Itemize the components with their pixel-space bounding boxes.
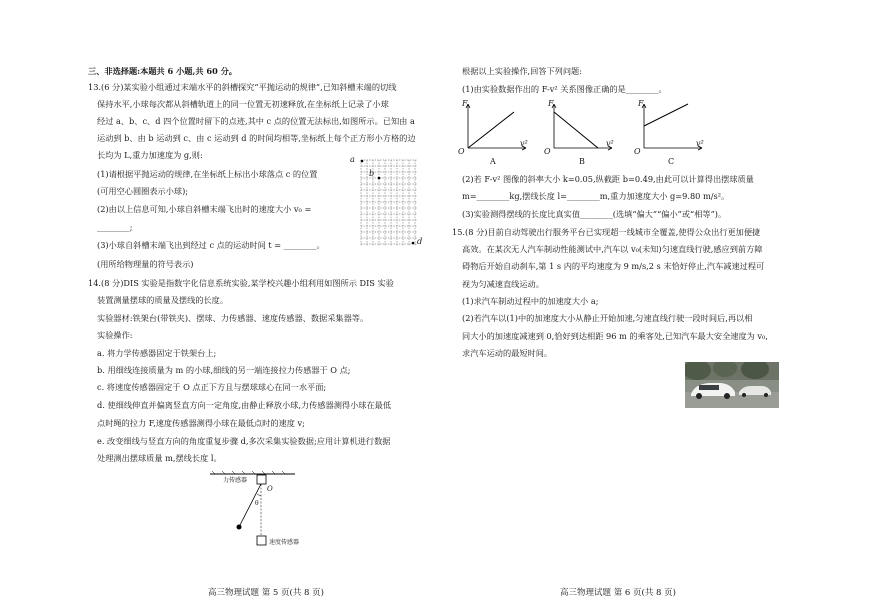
graph-a-axis-y: F (462, 99, 468, 108)
q13-sub2-a: (2)由以上信息可知,小球自斜槽末端飞出时的速度大小 v₀ = (97, 204, 312, 214)
q14-line-10: e. 改变细线与竖直方向的角度重复步骤 d,多次采集实验数据;应用计算机进行数据 (97, 436, 391, 446)
graph-c-axis-y: F (638, 99, 644, 108)
graph-c-label: C (668, 157, 675, 166)
q14-line-3: 实验器材:铁架台(带铁夹)、摆球、力传感器、速度传感器、数据采集器等。 (97, 313, 369, 323)
q14-line-8: d. 使细线伸直并偏离竖直方向一定角度,由静止释放小球,力传感器测得小球在最低 (97, 400, 392, 410)
graph-b-label: B (579, 157, 585, 166)
q15-line-8: 求汽车运动的最短时间。 (462, 348, 553, 358)
q14-sub1: (1)由实验数据作出的 F-v² 关系图像正确的是________。 (462, 84, 667, 94)
q14-line-6: b. 用细线连接质量为 m 的小球,细线的另一端连接拉力传感器于 O 点; (97, 365, 351, 375)
fv2-graphs (458, 98, 762, 170)
q14-line-9: 点时绳的拉力 F,速度传感器测得小球在最低点时的速度 v; (97, 418, 305, 428)
pendulum-diagram (205, 470, 315, 550)
q13-line-3: 经过 a、b、c、d 四个位置时留下的点迹,其中 c 点的位置无法标出,如图所示。已知由 a (97, 116, 415, 126)
q14-line-4: 实验操作: (97, 330, 133, 340)
q13-note: (用所给物理量的符号表示) (97, 259, 194, 269)
graph-a-axis-x: v² (520, 139, 528, 148)
q13-sub3: (3)小球自斜槽末端飞出到经过 c 点的运动时间 t = ________。 (97, 240, 325, 250)
intro-line: 根据以上实验操作,回答下列问题: (462, 66, 582, 76)
section-title: 三、非选择题:本题共 6 小题,共 60 分。 (88, 66, 237, 76)
graph-b-axis-x: v² (606, 139, 614, 148)
q13-line-4: 运动到 b、由 b 运动到 c、由 c 运动到 d 的时间均相等,坐标纸上每个正方形小方格的边 (97, 133, 416, 143)
graph-c-origin: O (634, 147, 641, 156)
force-sensor-label: 力传感器 (223, 477, 248, 484)
q13-line-1: 13.(6 分)某实验小组通过末端水平的斜槽探究“平抛运动的规律”,已知斜槽末端的切线 (88, 82, 397, 92)
q15-line-6: (2)若汽车以(1)中的加速度大小从静止开始加速,匀速直线行驶一段时间后,再以相 (462, 313, 753, 323)
point-b-label: b (369, 168, 375, 178)
q15-line-3: 碍物后开始自动刹车,第 1 s 内的平均速度为 9 m/s,2 s 末恰好停止,汽车减速过程可 (462, 261, 765, 271)
q15-line-4: 视为匀减速直线运动。 (462, 279, 544, 289)
q14-sub3: (3)实验测得摆线的长度比真实值________(选填“偏大”“偏小”或“相等”)。 (462, 209, 727, 219)
autonomous-car-photo (685, 362, 779, 408)
q15-line-7: 同大小的加速度减速到 0,恰好到达相距 96 m 的乘客处,已知汽车最大安全速度为 v₀, (462, 331, 768, 341)
q13-sub1-a: (1)请根据平抛运动的规律,在坐标纸上标出小球落点 c 的位置 (97, 169, 318, 179)
page6-footer: 高三物理试题 第 6 页(共 8 页) (560, 588, 676, 598)
q14-line-2: 装置测量摆球的质量及摆线的长度。 (97, 295, 229, 305)
q13-line-5: 长均为 L,重力加速度为 g,则: (97, 150, 203, 160)
speed-sensor-label: 速度传感器 (269, 539, 300, 546)
trajectory-grid-figure (350, 154, 423, 248)
point-a-label: a (350, 154, 355, 164)
q14-line-5: a. 将力学传感器固定于铁架台上; (97, 348, 217, 358)
q14-line-11: 处理测出摆球质量 m,摆线长度 l。 (97, 453, 222, 463)
q14-line-7: c. 将速度传感器固定于 O 点正下方且与摆球球心在同一水平面; (97, 382, 327, 392)
q15-line-1: 15.(8 分)目前自动驾驶出行服务平台已实现超一线城市全覆盖,使得公众出行更加便捷 (452, 227, 761, 237)
q14-line-1: 14.(8 分)DIS 实验是指数字化信息系统实验,某学校兴趣小组利用如图所示 DIS 实验 (88, 278, 394, 288)
q15-line-2: 高效。在某次无人汽车制动性能测试中,汽车以 v₀(未知)匀速直线行驶,感应到前方障 (462, 244, 763, 254)
q13-line-2: 保持水平,小球每次都从斜槽轨道上的同一位置无初速释放,在坐标纸上记录了小球 (97, 99, 389, 109)
q14-sub2-a: (2)若 F-v² 图像的斜率大小 k=0.05,纵截距 b=0.49,由此可以计算得出摆球质量 (462, 174, 754, 184)
page5-footer: 高三物理试题 第 5 页(共 8 页) (208, 588, 324, 598)
graph-b-axis-y: F (548, 99, 554, 108)
graph-a-origin: O (458, 147, 465, 156)
point-O-label: O (267, 485, 273, 493)
graph-b-origin: O (544, 147, 551, 156)
point-d-label: d (417, 236, 423, 246)
graph-a-label: A (490, 157, 496, 166)
q15-line-5: (1)求汽车制动过程中的加速度大小 a; (462, 296, 599, 306)
q13-sub2-b: ________; (97, 222, 133, 232)
theta-label: θ (255, 500, 259, 507)
graph-c-axis-x: v² (696, 139, 704, 148)
q13-sub1-b: (可用空心圆圈表示小球); (97, 186, 189, 196)
q14-sub2-b: m=________kg,摆线长度 l=________m,重力加速度大小 g=9.80 m/s²。 (462, 191, 730, 201)
